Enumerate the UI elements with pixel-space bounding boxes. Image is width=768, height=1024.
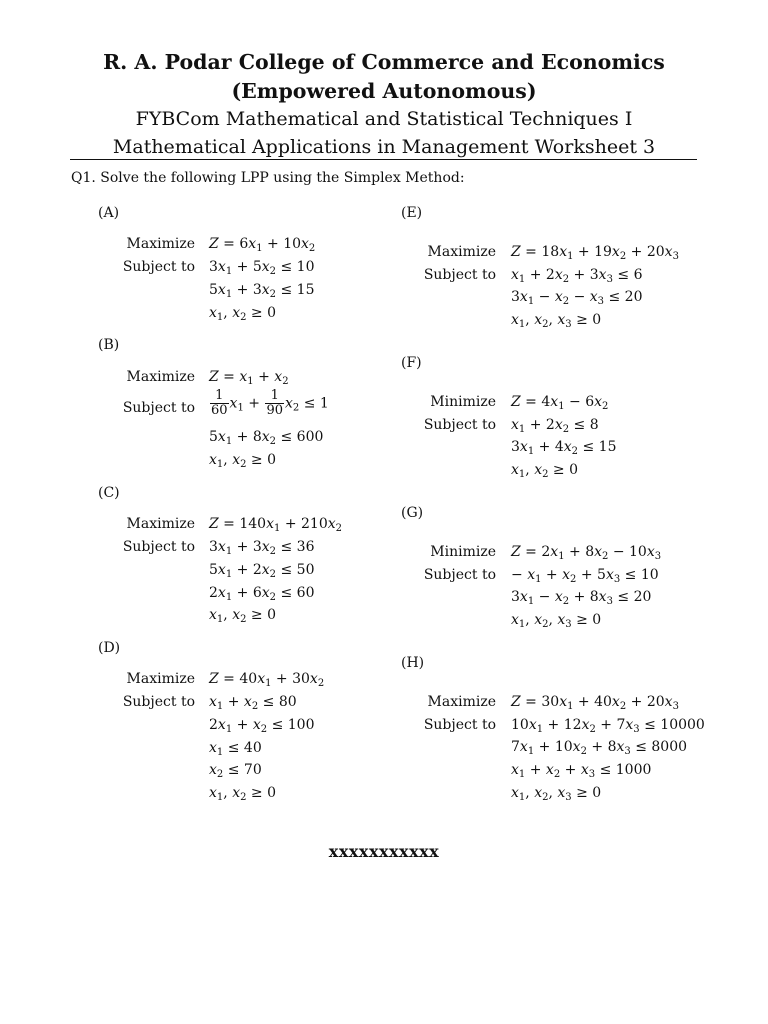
problem-d-constraint-3: $x_1 \le 40$ [209, 740, 262, 758]
problem-e-label: (E) [401, 205, 423, 221]
problem-g-constraint-1: − $x_1 + x_2 + 5x_3 \le 10$ [511, 567, 659, 585]
problem-c-constraint-3: $2x_1 + 6x_2 \le 60$ [209, 585, 315, 603]
problem-g-objective-keyword: Minimize [430, 544, 496, 560]
problem-b-nonnegativity: $x_1$, $x_2 \ge 0$ [209, 452, 277, 470]
fraction-numerator: 1 [210, 389, 229, 404]
problem-f-objective: $Z = 4x_1 - 6x_2$ [511, 394, 609, 412]
fraction-denominator: 60 [211, 403, 228, 418]
problem-h-constraint-1: $10x_1 + 12x_2 + 7x_3 \le 10000$ [511, 717, 705, 735]
problem-a-constraint-2: $5x_1 + 3x_2 \le 15$ [209, 282, 315, 300]
problem-h-label: (H) [401, 655, 425, 671]
problem-a-objective: $Z = 6x_1 + 10x_2$ [209, 236, 316, 254]
problem-e-constraint-1: $x_1 + 2x_2 + 3x_3 \le 6$ [511, 267, 643, 285]
problem-b-label: (B) [98, 337, 120, 353]
problem-g-constraint-keyword: Subject to [423, 567, 496, 583]
fraction-denominator: 90 [266, 403, 284, 418]
problem-c-nonnegativity: $x_1$, $x_2 \ge 0$ [209, 607, 277, 625]
problem-f-constraint-2: $3x_1 + 4x_2 \le 15$ [511, 439, 617, 457]
problem-g-label: (G) [401, 505, 424, 521]
fraction-1-60 [210, 389, 229, 418]
problem-c-constraint-2: $5x_1 + 2x_2 \le 50$ [209, 562, 315, 580]
question-text: Q1. Solve the following LPP using the Simplex Method: [71, 170, 465, 186]
problem-c-constraint-keyword: Subject to [122, 539, 195, 555]
end-marker: xxxxxxxxxxx [328, 842, 440, 861]
problem-d-constraint-2: $2x_1 + x_2 \le 100$ [209, 717, 315, 735]
problem-h-constraint-3: $x_1 + x_2 + x_3 \le 1000$ [511, 762, 652, 780]
problem-h-objective-keyword: Maximize [427, 694, 496, 710]
problem-f-objective-keyword: Minimize [430, 394, 496, 410]
problem-f-constraint-1: $x_1 + 2x_2 \le 8$ [511, 417, 599, 435]
worksheet-title: Mathematical Applications in Management Worksheet 3 [112, 136, 656, 158]
problem-e-constraint-2: $3x_1 - x_2 - x_3 \le 20$ [511, 289, 643, 307]
problem-d-nonnegativity: $x_1$, $x_2 \ge 0$ [209, 785, 277, 803]
problem-c-objective-keyword: Maximize [126, 516, 195, 532]
problem-d-constraint-4: $x_2 \le 70$ [209, 762, 262, 780]
problem-g-constraint-2: $3x_1 - x_2 + 8x_3 \le 20$ [511, 589, 652, 607]
problem-h-nonnegativity: $x_1$, $x_2$, $x_3 \ge 0$ [511, 785, 602, 803]
problem-e-objective-keyword: Maximize [427, 244, 496, 260]
problem-a-constraint-1: $3x_1 + 5x_2 \le 10$ [209, 259, 315, 277]
problem-b-constraint-keyword: Subject to [122, 400, 195, 416]
problem-c-label: (C) [98, 485, 120, 501]
problem-d-constraint-keyword: Subject to [122, 694, 195, 710]
problem-b-objective: $Z = x_1 + x_2$ [209, 369, 289, 387]
college-name: R. A. Podar College of Commerce and Economics [103, 50, 665, 74]
problem-d-objective-keyword: Maximize [126, 671, 195, 687]
problem-f-nonnegativity: $x_1$, $x_2 \ge 0$ [511, 462, 579, 480]
course-title: FYBCom Mathematical and Statistical Techniques I [135, 108, 633, 130]
problem-a-constraint-keyword: Subject to [122, 259, 195, 275]
problem-g-objective: $Z = 2x_1 + 8x_2 - 10x_3$ [511, 544, 662, 562]
problem-e-nonnegativity: $x_1$, $x_2$, $x_3 \ge 0$ [511, 312, 602, 330]
problem-h-objective: $Z = 30x_1 + 40x_2 + 20x_3$ [511, 694, 679, 712]
problem-f-constraint-keyword: Subject to [423, 417, 496, 433]
constraint-rhs: ≤ 1 [303, 395, 329, 412]
problem-b-constraint-2: $5x_1 + 8x_2 \le 600$ [209, 429, 324, 447]
problem-f-label: (F) [401, 355, 422, 371]
problem-d-objective: $Z = 40x_1 + 30x_2$ [209, 671, 325, 689]
problem-b-constraint-1: $\frac{1}{60}$ $x_1$ + $\frac{1}{90}$ $x_2 \le 1$ [211, 388, 329, 418]
problem-g-nonnegativity: $x_1$, $x_2$, $x_3 \ge 0$ [511, 612, 602, 630]
problem-a-nonnegativity: $x_1$, $x_2 \ge 0$ [209, 305, 277, 323]
problem-h-constraint-keyword: Subject to [423, 717, 496, 733]
fraction-1-90 [265, 389, 284, 418]
problem-c-constraint-1: $3x_1 + 3x_2 \le 36$ [209, 539, 315, 557]
problem-a-objective-keyword: Maximize [126, 236, 195, 252]
problem-d-label: (D) [98, 640, 121, 656]
fraction-numerator: 1 [265, 389, 284, 404]
problem-b-objective-keyword: Maximize [126, 369, 195, 385]
problem-e-constraint-keyword: Subject to [423, 267, 496, 283]
problem-d-constraint-1: $x_1 + x_2 \le 80$ [209, 694, 297, 712]
college-status: (Empowered Autonomous) [231, 79, 537, 103]
problem-a-label: (A) [98, 205, 120, 221]
problem-e-objective: $Z = 18x_1 + 19x_2 + 20x_3$ [511, 244, 679, 262]
header-rule [70, 159, 697, 160]
problem-c-objective: $Z = 140x_1 + 210x_2$ [209, 516, 343, 534]
problem-h-constraint-2: $7x_1 + 10x_2 + 8x_3 \le 8000$ [511, 739, 688, 757]
